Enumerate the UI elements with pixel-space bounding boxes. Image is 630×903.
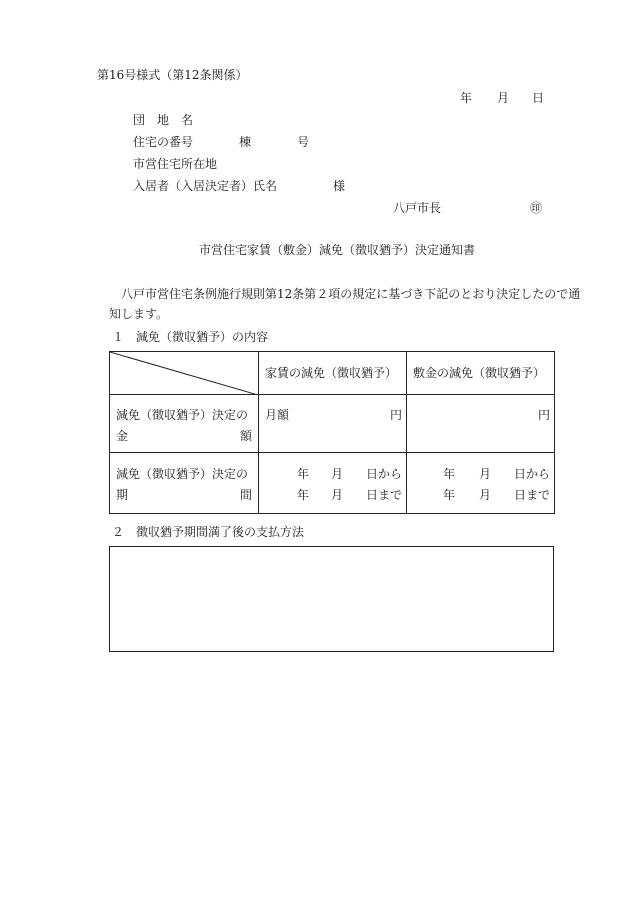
diagonal-line [110, 352, 258, 395]
amount-label-line1: 減免（徴収猶予）決定の [116, 408, 249, 422]
deposit-yen-unit: 円 [538, 408, 551, 422]
rent-column-header: 家賃の減免（徴収猶予） [265, 366, 398, 380]
rent-yen-unit: 円 [390, 408, 403, 422]
number-suffix: 号 [297, 135, 310, 149]
table-header-row [110, 352, 555, 395]
period-label-line1: 減免（徴収猶予）決定の [116, 467, 249, 481]
section-1-heading: １ 減免（徴収猶予）の内容 [112, 330, 269, 344]
address-label: 市営住宅所在地 [133, 157, 218, 171]
deposit-amount-cell [407, 395, 555, 453]
monthly-label: 月額 [265, 408, 290, 422]
house-number-label: 住宅の番号 [133, 135, 194, 149]
deposit-from-year: 年 [443, 467, 456, 481]
rent-amount-cell [259, 395, 407, 453]
deposit-period-cell [407, 453, 555, 514]
deposit-to-month: 月 [479, 488, 492, 502]
period-label-b: 間 [240, 488, 253, 502]
payment-method-box [109, 546, 554, 652]
building-suffix: 棟 [239, 135, 252, 149]
period-label-cell [110, 453, 259, 514]
resident-name-label: 入居者（入居決定者）氏名 [133, 179, 278, 193]
section-2-heading: ２ 徴収猶予期間満了後の支払方法 [112, 525, 305, 539]
deposit-to-year: 年 [443, 488, 456, 502]
amount-label-a: 金 [116, 429, 129, 443]
diagonal-cell [110, 352, 259, 395]
issuer-name: 八戸市長 [393, 201, 442, 215]
period-row [110, 453, 555, 514]
complex-name-label: 団 地 名 [133, 113, 194, 127]
date-day: 日 [532, 91, 545, 105]
rent-header-cell [259, 352, 407, 395]
date-year: 年 [460, 91, 473, 105]
rent-to-month: 月 [331, 488, 344, 502]
rent-from-month: 月 [331, 467, 344, 481]
deposit-from-month: 月 [479, 467, 492, 481]
deposit-from-day: 日から [514, 467, 551, 481]
body-line-2: 知します。 [109, 307, 169, 321]
form-number: 第16号様式（第12条関係） [97, 68, 248, 82]
rent-to-day: 日まで [366, 488, 403, 502]
deposit-to-day: 日まで [514, 488, 551, 502]
rent-from-day: 日から [366, 467, 403, 481]
deposit-column-header: 敷金の減免（徴収猶予） [413, 366, 546, 380]
amount-label-b: 額 [240, 429, 253, 443]
period-label-a: 期 [116, 488, 129, 502]
rent-from-year: 年 [297, 467, 310, 481]
seal-mark: ㊞ [530, 201, 543, 215]
deposit-header-cell [407, 352, 555, 395]
date-month: 月 [497, 91, 510, 105]
content-table [109, 351, 555, 514]
amount-row [110, 395, 555, 453]
body-line-1: 八戸市営住宅条例施行規則第12条第２項の規定に基づき下記のとおり決定したので通 [121, 287, 581, 301]
rent-period-cell [259, 453, 407, 514]
amount-label-cell [110, 395, 259, 453]
honorific: 様 [333, 179, 346, 193]
rent-to-year: 年 [297, 488, 310, 502]
document-title: 市営住宅家賃（敷金）減免（徴収猶予）決定通知書 [199, 243, 476, 257]
